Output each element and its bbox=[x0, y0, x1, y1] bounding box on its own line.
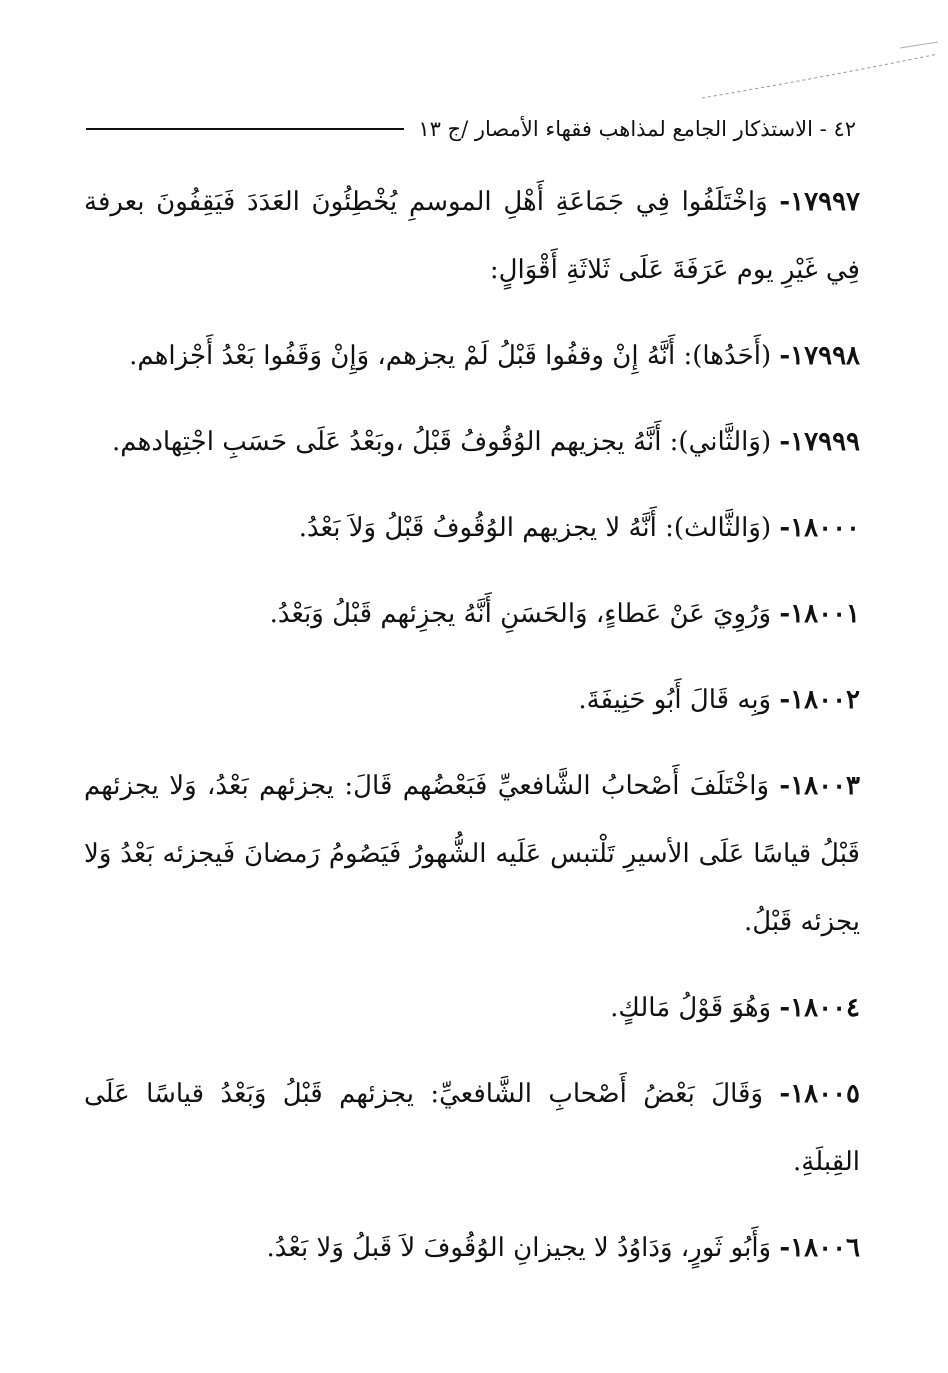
entry bbox=[84, 752, 860, 956]
entry-text: وَاخْتَلَفُوا فِي جَمَاعَةِ أَهْلِ الموسمِ يُخْطِئُونَ العَدَدَ فَيَقِفُونَ بعرفة فِي غَيْرِ يوم عَرَفَةَ عَلَى ثَلاثَةِ أَقْوَالٍ: bbox=[84, 187, 860, 285]
entry bbox=[84, 580, 860, 648]
entry-text: (وَالثَّالث): أَنَّهُ لا يجزيهم الوُقُوفُ قَبْلُ وَلاَ بَعْدُ. bbox=[298, 513, 772, 543]
entry bbox=[84, 408, 860, 476]
entry-text: (وَالثَّاني): أَنَّهُ يجزيهم الوُقُوفُ قَبْلُ ،وبَعْدُ عَلَى حَسَبِ اجْتِهادهم. bbox=[112, 427, 772, 457]
entry-number: ١٨٠٠٠- bbox=[779, 513, 860, 543]
entry-text: وَأَبُو ثَورٍ، وَدَاوُدُ لا يجيزانِ الوُقُوفَ لاَ قَبلُ وَلا بَعْدُ. bbox=[266, 1233, 772, 1263]
entry-text: وَبِه قَالَ أَبُو حَنِيفَةَ. bbox=[578, 685, 772, 715]
entry-number: ١٨٠٠١- bbox=[779, 599, 860, 629]
entry-number: ١٧٩٩٧- bbox=[779, 187, 860, 217]
scan-artifact bbox=[700, 40, 940, 100]
entry bbox=[84, 494, 860, 562]
entry bbox=[84, 974, 860, 1042]
header-rule bbox=[86, 128, 404, 130]
running-header bbox=[86, 112, 856, 146]
entry bbox=[84, 322, 860, 390]
entry bbox=[84, 168, 860, 304]
entry-text: وَرُوِيَ عَنْ عَطاءٍ، وَالحَسَنِ أَنَّهُ يجزِئهم قَبْلُ وَبَعْدُ. bbox=[269, 599, 772, 629]
entry-number: ١٧٩٩٩- bbox=[779, 427, 860, 457]
entry bbox=[84, 666, 860, 734]
entry-number: ١٨٠٠٦- bbox=[779, 1233, 860, 1263]
entry-number: ١٨٠٠٤- bbox=[779, 993, 860, 1023]
entry-number: ١٧٩٩٨- bbox=[779, 341, 860, 371]
entry-number: ١٨٠٠٢- bbox=[779, 685, 860, 715]
entry-text: وَاخْتَلَفَ أَصْحابُ الشَّافعيِّ فَبَعْضُهم قَالَ: يجزئهم بَعْدُ، وَلا يجزئهم قَبْلُ قياسًا عَلَى الأسيرِ تَلْتبس عَلَيه الشُّهورُ فَيَصُومُ رَمضانَ فَيجزئه بَعْدُ وَلا يجزئه قَبْلُ. bbox=[84, 771, 860, 937]
entry-text: (أَحَدُها): أَنَّهُ إِنْ وقفُوا قَبْلُ لَمْ يجزهم، وَإِنْ وَقَفُوا بَعْدُ أَجْزاهم. bbox=[129, 341, 772, 371]
body-text bbox=[84, 168, 860, 1300]
entry-number: ١٨٠٠٥- bbox=[779, 1079, 861, 1109]
running-title: ٤٢ - الاستذكار الجامع لمذاهب فقهاء الأمصار /ج ١٣ bbox=[418, 117, 856, 141]
entry bbox=[84, 1214, 860, 1282]
entry bbox=[84, 1060, 860, 1196]
entry-number: ١٨٠٠٣- bbox=[779, 771, 861, 801]
entry-text: وَهُوَ قَوْلُ مَالكٍ. bbox=[610, 993, 772, 1023]
entry-text: وَقَالَ بَعْضُ أَصْحابِ الشَّافعيِّ: يجزئهم قَبْلُ وَبَعْدُ قياسًا عَلَى القِبلَةِ. bbox=[84, 1079, 860, 1177]
